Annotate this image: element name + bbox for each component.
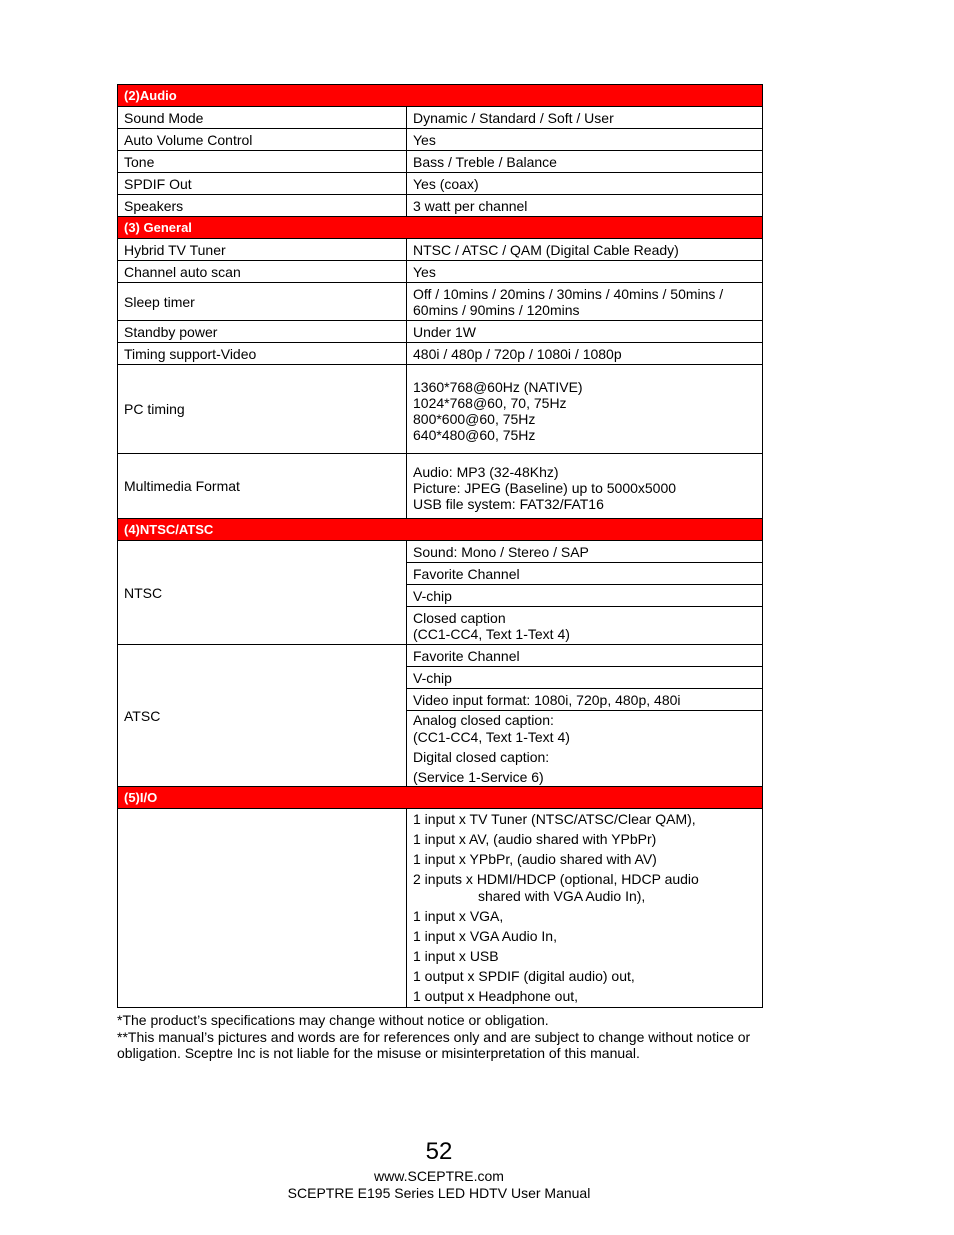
spec-label: Multimedia Format	[118, 454, 407, 519]
spec-value	[407, 809, 763, 1008]
section-title: (3) General	[118, 217, 763, 239]
spec-value: Sound: Mono / Stereo / SAP	[407, 541, 763, 563]
spec-label: Sound Mode	[118, 107, 407, 129]
spec-value: Favorite Channel	[407, 563, 763, 585]
value-line: Audio: MP3 (32-48Khz)	[413, 464, 559, 480]
spec-row	[118, 454, 763, 519]
spec-value: Bass / Treble / Balance	[407, 151, 763, 173]
spec-value: V-chip	[407, 667, 763, 689]
spec-row	[118, 541, 763, 563]
value-line: shared with VGA Audio In),	[478, 888, 646, 904]
value-line: Digital closed caption:	[413, 748, 550, 765]
footnote: *The product’s specifications may change without notice or obligation.	[117, 1012, 549, 1028]
spec-value	[407, 283, 763, 321]
spec-value	[407, 607, 763, 645]
footer-manual-title: SCEPTRE E195 Series LED HDTV User Manual	[287, 1185, 591, 1201]
section-title: (2)Audio	[118, 85, 763, 107]
spec-value	[407, 454, 763, 519]
spec-value: Under 1W	[407, 321, 763, 343]
spec-value: NTSC / ATSC / QAM (Digital Cable Ready)	[407, 239, 763, 261]
spec-label: Sleep timer	[118, 283, 407, 321]
spec-row	[118, 645, 763, 667]
footer-url: www.SCEPTRE.com	[374, 1168, 504, 1184]
value-line: Off / 10mins / 20mins / 30mins / 40mins / 50mins /	[413, 285, 724, 302]
spec-value: V-chip	[407, 585, 763, 607]
section-title: (4)NTSC/ATSC	[118, 519, 763, 541]
spec-label	[118, 809, 407, 1008]
spec-label: PC timing	[118, 365, 407, 454]
spec-row	[118, 283, 763, 321]
page-number: 52	[425, 1138, 453, 1165]
spec-label: Tone	[118, 151, 407, 173]
value-line: USB file system: FAT32/FAT16	[413, 496, 604, 512]
value-line: (CC1-CC4, Text 1-Text 4)	[413, 728, 570, 745]
value-line: 1360*768@60Hz (NATIVE)	[413, 379, 583, 395]
spec-row	[118, 239, 763, 261]
value-line: Picture: JPEG (Baseline) up to 5000x5000	[413, 480, 677, 496]
spec-value: Favorite Channel	[407, 645, 763, 667]
value-line: 1 input x YPbPr, (audio shared with AV)	[413, 851, 657, 867]
footnote: **This manual’s pictures and words are for references only and are subject to change without notice or obligation. Sceptre Inc is not liable for the misuse or misinterpretation of this manual.	[117, 1028, 751, 1061]
spec-value	[407, 365, 763, 454]
value-line: 1 input x VGA,	[413, 908, 504, 924]
footnotes	[117, 1012, 762, 1062]
spec-label: Standby power	[118, 321, 407, 343]
value-line: 1 input x VGA Audio In,	[413, 928, 557, 944]
value-line: 1 input x AV, (audio shared with YPbPr)	[413, 831, 657, 847]
spec-row	[118, 343, 763, 365]
spec-label: SPDIF Out	[118, 173, 407, 195]
value-line: 640*480@60, 75Hz	[413, 427, 536, 443]
value-line: 1 input x USB	[413, 948, 499, 964]
spec-value: 3 watt per channel	[407, 195, 763, 217]
spec-label: Channel auto scan	[118, 261, 407, 283]
spec-value	[407, 711, 763, 787]
spec-row	[118, 365, 763, 454]
section-header-general	[118, 217, 763, 239]
spec-label: Auto Volume Control	[118, 129, 407, 151]
spec-row	[118, 151, 763, 173]
section-header-ntsc-atsc	[118, 519, 763, 541]
spec-value: Dynamic / Standard / Soft / User	[407, 107, 763, 129]
spec-label: Hybrid TV Tuner	[118, 239, 407, 261]
spec-value: Video input format: 1080i, 720p, 480p, 480i	[407, 689, 763, 711]
section-header-audio	[118, 85, 763, 107]
value-line: (CC1-CC4, Text 1-Text 4)	[413, 625, 570, 642]
spec-value: Yes	[407, 129, 763, 151]
spec-row	[118, 173, 763, 195]
value-line: 2 inputs x HDMI/HDCP (optional, HDCP audio	[413, 871, 699, 887]
value-line: (Service 1-Service 6)	[413, 768, 544, 785]
spec-row	[118, 261, 763, 283]
spec-row	[118, 809, 763, 1008]
spec-label: Speakers	[118, 195, 407, 217]
value-line: 1 input x TV Tuner (NTSC/ATSC/Clear QAM),	[413, 811, 696, 827]
spec-label: ATSC	[118, 645, 407, 787]
spec-row	[118, 195, 763, 217]
value-line: 1 output x SPDIF (digital audio) out,	[413, 968, 635, 984]
spec-table	[117, 84, 763, 1008]
spec-value: Yes (coax)	[407, 173, 763, 195]
value-line: 800*600@60, 75Hz	[413, 411, 536, 427]
spec-value: Yes	[407, 261, 763, 283]
spec-label: NTSC	[118, 541, 407, 645]
spec-row	[118, 129, 763, 151]
spec-label: Timing support-Video	[118, 343, 407, 365]
spec-value: 480i / 480p / 720p / 1080i / 1080p	[407, 343, 763, 365]
value-line: 1024*768@60, 70, 75Hz	[413, 395, 567, 411]
value-line: Analog closed caption:	[413, 711, 554, 728]
spec-row	[118, 321, 763, 343]
section-header-io	[118, 787, 763, 809]
value-line: Closed caption	[413, 609, 506, 626]
value-line: 1 output x Headphone out,	[413, 988, 579, 1004]
spec-row	[118, 107, 763, 129]
value-line: 60mins / 90mins / 120mins	[413, 301, 580, 318]
section-title: (5)I/O	[118, 787, 763, 809]
